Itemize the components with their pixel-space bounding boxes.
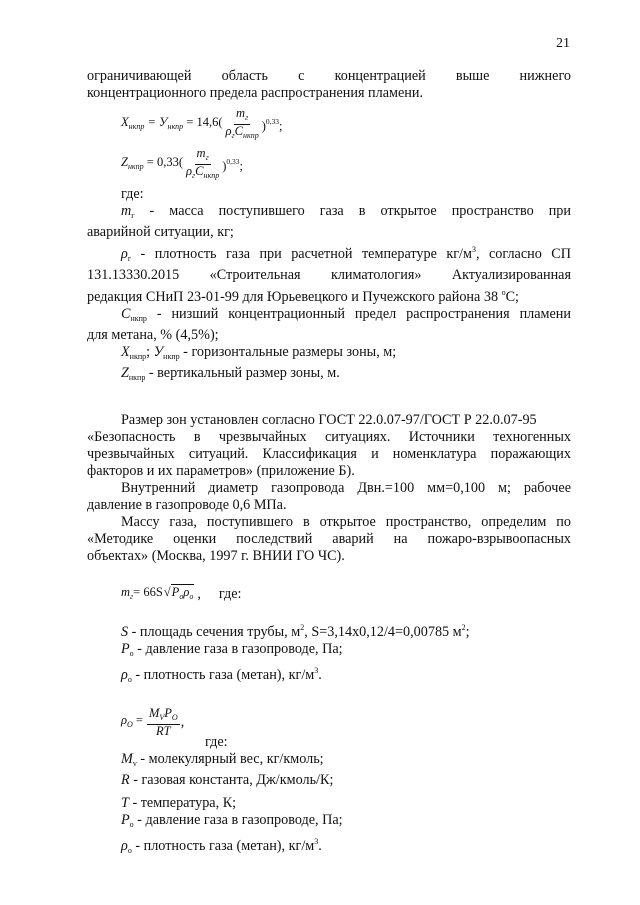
formula1-den-c-sub: нкпр xyxy=(243,130,259,140)
def-m-line1 xyxy=(87,203,571,224)
def-mv-sym: М xyxy=(121,751,133,767)
formula1-fraction xyxy=(224,107,261,142)
formula1-lhs-sub: нкпр xyxy=(128,121,145,131)
def-z-text: - вертикальный размер зоны, м. xyxy=(145,365,340,381)
para2-line4: факторов и их параметров» (приложение Б). xyxy=(87,463,355,479)
def-s-line xyxy=(87,619,571,641)
para2-line1: Размер зон установлен согласно ГОСТ 22.0.07-97/ГОСТ Р 22.0.07-95 xyxy=(121,412,537,428)
formula1-power: 0,33 xyxy=(265,117,280,126)
def-rho-line1 xyxy=(87,241,571,267)
def-rho2-line xyxy=(87,833,571,859)
formula4-eq: = xyxy=(135,712,143,727)
root-sign-icon: √ xyxy=(163,584,171,599)
formula3-root-p-sub: о xyxy=(179,591,184,601)
formula1-end: ; xyxy=(279,119,283,133)
formula2-close: ) xyxy=(222,159,227,173)
def-xy-line xyxy=(87,344,571,365)
formula1-mid-sub: нкпр xyxy=(167,121,184,131)
formula3-where: где: xyxy=(218,585,242,602)
def-mv-text: - молекулярный вес, кг/кмоль; xyxy=(136,751,324,767)
formula4-den: RT xyxy=(156,723,171,738)
def-rho-text3a: редакция СНиП 23-01-99 для Юрьевецкого и Пучежского района 38 xyxy=(87,289,502,305)
para1-line1: ограничивающей область с концентрацией выше нижнего xyxy=(87,68,571,84)
def-s-sup2: 2 xyxy=(461,623,466,632)
def-z-sym: Z xyxy=(121,365,129,381)
def-p2-text: - давление газа в газопроводе, Па; xyxy=(133,812,343,828)
def-t-text: - температура, К; xyxy=(128,795,237,811)
def-s-sym: S xyxy=(121,624,129,640)
def-p-line xyxy=(87,641,571,662)
document-body xyxy=(87,68,571,859)
formula2-num: m xyxy=(196,145,206,160)
def-rho-line2: 131.13330.2015 «Строительная климатология» Актуализированная xyxy=(87,267,571,283)
def-rho0-line xyxy=(87,662,571,688)
formula4-num-m: M xyxy=(148,705,160,720)
def-y-sub: нкпр xyxy=(163,352,180,361)
def-mv-line xyxy=(87,751,571,772)
formula2-den-rho-sub: г xyxy=(192,170,196,180)
def-rho2-sup: 3 xyxy=(314,837,319,846)
def-r-line xyxy=(87,772,571,789)
formula4-num-p: P xyxy=(164,705,172,720)
para2-line3: чрезвычайных ситуаций. Классификация и номенклатура поражающих xyxy=(87,446,571,462)
formula4-tail: , xyxy=(180,713,185,730)
def-rho2-sym: ρ xyxy=(121,838,128,854)
formula1-lhs: Х xyxy=(121,114,129,129)
para3-line1: Внутренний диаметр газопровода Двн.=100 мм=0,100 м; рабочее xyxy=(121,480,571,496)
def-c-sub: нкпр xyxy=(130,314,147,323)
def-s-sup1: 2 xyxy=(300,623,305,632)
def-c-line2: для метана, % (4,5%); xyxy=(87,327,219,343)
def-rho-text1b: , согласно СП xyxy=(475,246,571,262)
def-rho0-sub: о xyxy=(127,675,132,684)
formula2-num-sub: г xyxy=(205,152,209,162)
formula4-fraction xyxy=(147,707,180,738)
def-rho-sub: г xyxy=(127,254,132,263)
formula4-where: где: xyxy=(205,734,228,750)
formula4-num-p-sub: O xyxy=(171,712,178,722)
def-rho-line3 xyxy=(87,284,571,306)
formula2-den-c: С xyxy=(195,163,204,178)
def-c-text1: - низший концентрационный предел распространения пламени xyxy=(146,306,571,322)
formula2-den-c-sub: нкпр xyxy=(203,170,220,180)
def-m-line2: аварийной ситуации, кг; xyxy=(87,224,234,240)
def-p-sym: Р xyxy=(121,641,130,657)
def-xy-sep: ; xyxy=(146,344,154,360)
para3-line2: давление в газопроводе 0,6 МПа. xyxy=(87,497,287,513)
formula-mass xyxy=(121,577,571,611)
para4-line3: объектах» (Москва, 1997 г. ВНИИ ГО ЧС). xyxy=(87,548,345,564)
def-p-text: - давление газа в газопроводе, Па; xyxy=(133,641,343,657)
formula3-tail: , xyxy=(197,585,201,602)
formula4-lhs: ρ xyxy=(121,712,127,727)
formula1-mid: = У xyxy=(147,114,168,129)
formula2-lhs: Z xyxy=(121,154,128,169)
def-m-sym: m xyxy=(121,203,132,219)
def-s-text-a: - площадь сечения трубы, м xyxy=(128,624,301,640)
formula3-root-p: P xyxy=(171,584,180,599)
def-rho0-text-a: - плотность газа (метан), кг/м xyxy=(131,667,315,683)
formula1-den-c: С xyxy=(234,123,243,138)
def-rho0-sup: 3 xyxy=(314,666,319,675)
def-rho-text1a: - плотность газа при расчетной температуре кг/м xyxy=(131,246,472,262)
def-t-line xyxy=(87,795,571,812)
def-rho2-sub: о xyxy=(127,846,132,855)
def-p2-sub: о xyxy=(129,820,134,829)
formula4-lhs-sub: O xyxy=(127,719,133,729)
def-z-line xyxy=(87,365,571,386)
para2-line2: «Безопасность в чрезвычайных ситуациях. Источники техногенных xyxy=(87,429,571,445)
def-x-sym: Х xyxy=(121,344,130,360)
formula1-coef: = 14,6( xyxy=(186,114,223,129)
where-label-1: где: xyxy=(121,186,144,202)
page-number: 21 xyxy=(556,36,570,51)
formula3-lhs-sub: г xyxy=(130,591,134,601)
formula1-num: m xyxy=(236,105,246,120)
def-xy-text: - горизонтальные размеры зоны, м; xyxy=(179,344,397,360)
formula2-fraction xyxy=(184,147,221,182)
formula4-num-m-sub: V xyxy=(159,712,165,722)
def-rho-text3b: С; xyxy=(505,289,519,305)
def-rho2-text-a: - плотность газа (метан), кг/м xyxy=(131,838,315,854)
def-rho-deg: о xyxy=(501,288,506,297)
def-s-text-c: ; xyxy=(465,624,470,640)
formula-z xyxy=(121,146,571,182)
formula2-coef: = 0,33( xyxy=(146,154,184,169)
formula3-rhs: = 66S xyxy=(133,584,163,599)
def-rho-sup: 3 xyxy=(471,245,476,254)
def-p-sub: о xyxy=(129,649,134,658)
formula2-den-rho: ρ xyxy=(186,163,193,178)
para4-line1: Массу газа, поступившего в открытое пространство, определим по xyxy=(121,514,571,530)
def-m-text1: - масса поступившего газа в открытое пространство при xyxy=(134,203,571,219)
def-p2-line xyxy=(87,812,571,833)
para4-line2: «Методике оценки последствий аварий на пожаро-взрывоопасных xyxy=(87,531,571,547)
def-r-text: - газовая константа, Дж/кмоль/К; xyxy=(129,772,334,788)
def-z-sub: нкпр xyxy=(128,373,146,382)
def-y-sym: У xyxy=(153,344,164,360)
def-rho2-text-b: . xyxy=(318,838,322,854)
formula1-den-rho-sub: г xyxy=(231,130,235,140)
def-s-text-b: , S=3,14х0,12/4=0,00785 м xyxy=(304,624,462,640)
def-mv-sub: v xyxy=(132,759,137,768)
spacer xyxy=(87,611,571,619)
spacer xyxy=(87,386,571,412)
def-t-sym: Т xyxy=(121,795,129,811)
formula2-power: 0,33 xyxy=(226,157,240,166)
def-p2-sym: Р xyxy=(121,812,130,828)
def-rho-sym: ρ xyxy=(121,246,128,262)
def-rho0-text-b: . xyxy=(318,667,322,683)
formula3-lhs: m xyxy=(121,584,131,599)
def-c-line1 xyxy=(87,306,571,327)
formula3-root-rho: ρ xyxy=(183,584,190,599)
formula3-root-rho-sub: о xyxy=(189,591,194,601)
para1-line2: концентрационного предела распространения пламени. xyxy=(87,85,424,101)
formula1-num-sub: г xyxy=(245,112,249,122)
def-x-sub: нкпр xyxy=(129,352,147,361)
formula1-den-rho: ρ xyxy=(225,123,232,138)
formula3-root xyxy=(164,584,195,605)
def-c-sym: С xyxy=(121,306,131,322)
formula1-close: ) xyxy=(261,119,266,133)
formula2-end: ; xyxy=(239,159,243,173)
def-m-sub: г xyxy=(131,211,135,220)
def-rho0-sym: ρ xyxy=(121,667,128,683)
formula-x-y xyxy=(121,106,571,142)
def-r-sym: R xyxy=(121,772,130,788)
formula2-lhs-sub: нкпр xyxy=(127,161,144,171)
